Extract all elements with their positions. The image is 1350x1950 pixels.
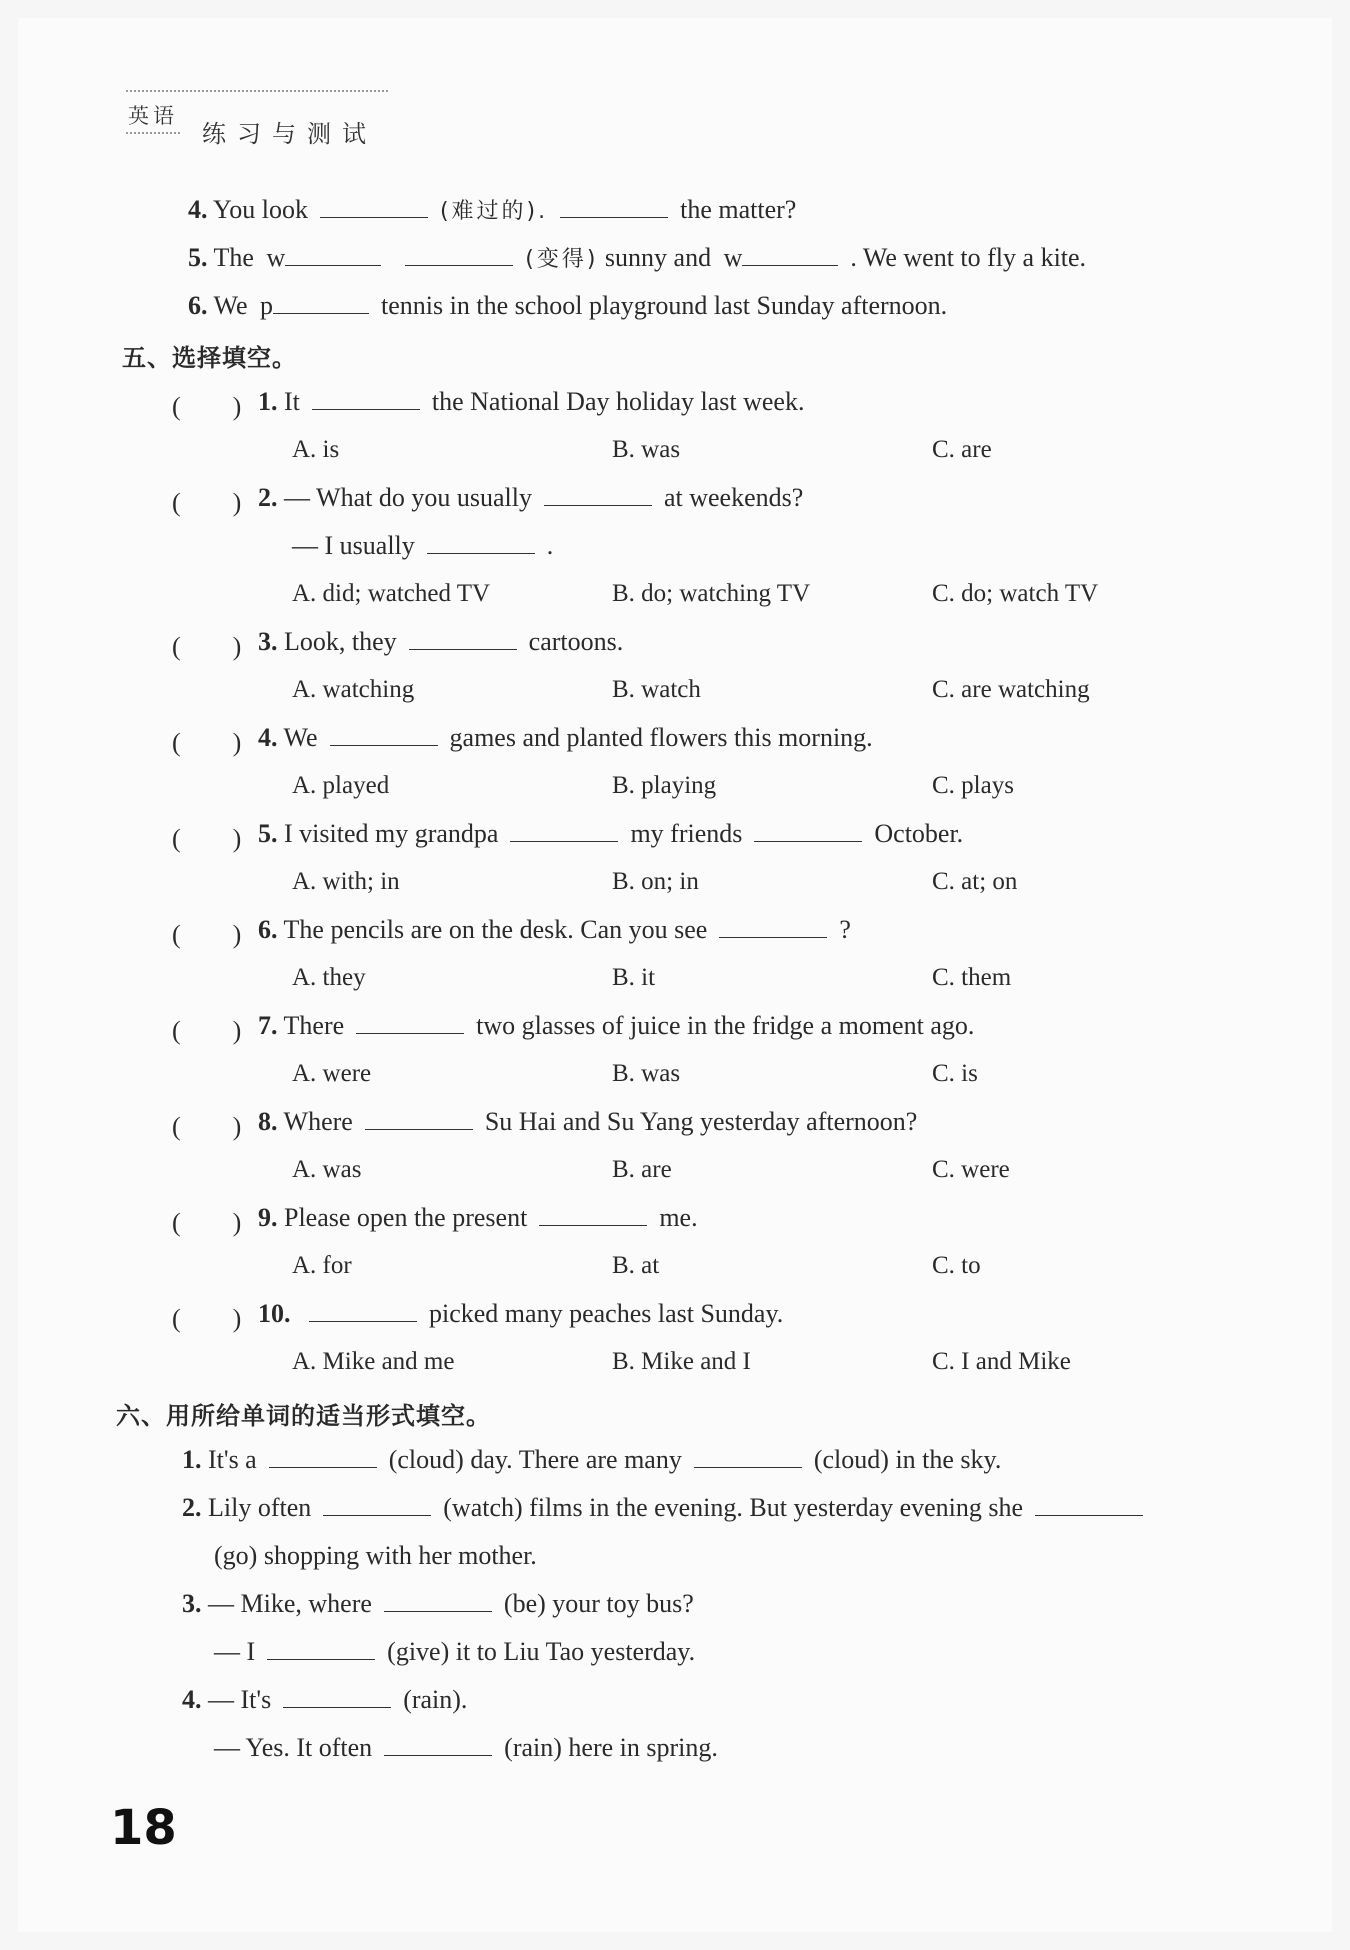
option-a[interactable]: A. watching — [292, 676, 415, 703]
option-b[interactable]: B. watch — [612, 676, 701, 703]
answer-blank[interactable] — [384, 1733, 492, 1756]
answer-paren[interactable]: ( ) — [172, 632, 242, 661]
option-b[interactable]: B. on; in — [612, 868, 699, 895]
answer-blank[interactable] — [273, 291, 369, 314]
answer-blank[interactable] — [510, 819, 618, 842]
mc-question: 3. Look, they cartoons. — [258, 627, 624, 656]
answer-blank[interactable] — [405, 243, 513, 266]
section-5-title: 五、选择填空。 — [122, 344, 297, 372]
answer-paren[interactable]: ( ) — [172, 824, 242, 853]
option-b[interactable]: B. do; watching TV — [612, 580, 811, 607]
option-a[interactable]: A. were — [292, 1060, 372, 1087]
answer-blank[interactable] — [560, 195, 668, 218]
answer-blank[interactable] — [269, 1445, 377, 1468]
mc-question: 9. Please open the present me. — [258, 1203, 698, 1232]
option-b[interactable]: B. was — [612, 436, 681, 463]
mc-question-reply: — I usually . — [292, 531, 554, 560]
answer-blank[interactable] — [285, 243, 381, 266]
option-c[interactable]: C. are watching — [932, 676, 1090, 703]
mc-question: 10. picked many peaches last Sunday. — [258, 1299, 784, 1328]
answer-blank[interactable] — [356, 1011, 464, 1034]
part6-question-2: 2. Lily often (watch) films in the evening. But yesterday evening she — [182, 1492, 1155, 1524]
option-c[interactable]: C. I and Mike — [932, 1348, 1071, 1375]
option-a[interactable]: A. is — [292, 436, 340, 463]
part6-question-4: 4. — It's (rain). — [182, 1685, 468, 1714]
part4-question-5: 5. The w (变得) sunny and w . We went to fly a kite. — [188, 243, 1087, 272]
answer-blank[interactable] — [384, 1589, 492, 1612]
answer-blank[interactable] — [267, 1637, 375, 1660]
option-c[interactable]: C. is — [932, 1060, 978, 1087]
option-a[interactable]: A. they — [292, 964, 366, 991]
mc-question: 5. I visited my grandpa my friends October. — [258, 819, 964, 848]
option-c[interactable]: C. to — [932, 1252, 981, 1279]
answer-blank[interactable] — [312, 387, 420, 410]
option-c[interactable]: C. are — [932, 436, 992, 463]
answer-blank[interactable] — [742, 243, 838, 266]
answer-paren[interactable]: ( ) — [172, 1016, 242, 1045]
option-a[interactable]: A. with; in — [292, 868, 400, 895]
mc-question: 7. There two glasses of juice in the fridge a moment ago. — [258, 1011, 975, 1040]
mc-question: 1. It the National Day holiday last week. — [258, 387, 805, 416]
answer-blank[interactable] — [694, 1445, 802, 1468]
answer-paren[interactable]: ( ) — [172, 1208, 242, 1237]
option-b[interactable]: B. Mike and I — [612, 1348, 751, 1375]
answer-paren[interactable]: ( ) — [172, 1304, 242, 1333]
part6-question-3: 3. — Mike, where (be) your toy bus? — [182, 1589, 694, 1618]
answer-paren[interactable]: ( ) — [172, 392, 242, 421]
option-a[interactable]: A. was — [292, 1156, 362, 1183]
option-a[interactable]: A. Mike and me — [292, 1348, 455, 1375]
subject-label: 英语 — [126, 100, 180, 134]
option-a[interactable]: A. played — [292, 772, 390, 799]
option-b[interactable]: B. are — [612, 1156, 672, 1183]
option-c[interactable]: C. at; on — [932, 868, 1018, 895]
option-a[interactable]: A. did; watched TV — [292, 580, 491, 607]
answer-blank[interactable] — [754, 819, 862, 842]
answer-blank[interactable] — [330, 723, 438, 746]
section-6-title: 六、用所给单词的适当形式填空。 — [116, 1402, 491, 1430]
option-b[interactable]: B. it — [612, 964, 656, 991]
option-b[interactable]: B. playing — [612, 772, 717, 799]
part6-question-2-cont: (go) shopping with her mother. — [214, 1541, 537, 1570]
mc-question: 2. — What do you usually at weekends? — [258, 483, 804, 512]
mc-question: 4. We games and planted flowers this morning. — [258, 723, 873, 752]
page-number: 18 — [110, 1800, 177, 1856]
answer-blank[interactable] — [365, 1107, 473, 1130]
part6-question-3-reply: — I (give) it to Liu Tao yesterday. — [214, 1637, 696, 1666]
answer-blank[interactable] — [427, 531, 535, 554]
book-title: 练习与测试 — [202, 120, 377, 148]
answer-paren[interactable]: ( ) — [172, 728, 242, 757]
part4-question-4: 4. You look (难过的). the matter? — [188, 195, 797, 224]
option-c[interactable]: C. them — [932, 964, 1012, 991]
answer-blank[interactable] — [544, 483, 652, 506]
part6-question-4-reply: — Yes. It often (rain) here in spring. — [214, 1733, 718, 1762]
answer-blank[interactable] — [320, 195, 428, 218]
part6-question-1: 1. It's a (cloud) day. There are many (cloud) in the sky. — [182, 1445, 1002, 1474]
part4-question-6: 6. We p tennis in the school playground last Sunday afternoon. — [188, 291, 948, 320]
option-c[interactable]: C. plays — [932, 772, 1014, 799]
answer-blank[interactable] — [719, 915, 827, 938]
answer-blank[interactable] — [323, 1493, 431, 1516]
mc-question: 6. The pencils are on the desk. Can you see ? — [258, 915, 851, 944]
option-c[interactable]: C. were — [932, 1156, 1010, 1183]
answer-paren[interactable]: ( ) — [172, 1112, 242, 1141]
mc-question: 8. Where Su Hai and Su Yang yesterday afternoon? — [258, 1107, 918, 1136]
option-c[interactable]: C. do; watch TV — [932, 580, 1099, 607]
answer-blank[interactable] — [1035, 1493, 1143, 1516]
page-header — [126, 90, 388, 152]
option-b[interactable]: B. at — [612, 1252, 660, 1279]
answer-blank[interactable] — [309, 1299, 417, 1322]
answer-paren[interactable]: ( ) — [172, 488, 242, 517]
answer-blank[interactable] — [539, 1203, 647, 1226]
option-b[interactable]: B. was — [612, 1060, 681, 1087]
option-a[interactable]: A. for — [292, 1252, 352, 1279]
answer-blank[interactable] — [409, 627, 517, 650]
answer-paren[interactable]: ( ) — [172, 920, 242, 949]
answer-blank[interactable] — [283, 1685, 391, 1708]
